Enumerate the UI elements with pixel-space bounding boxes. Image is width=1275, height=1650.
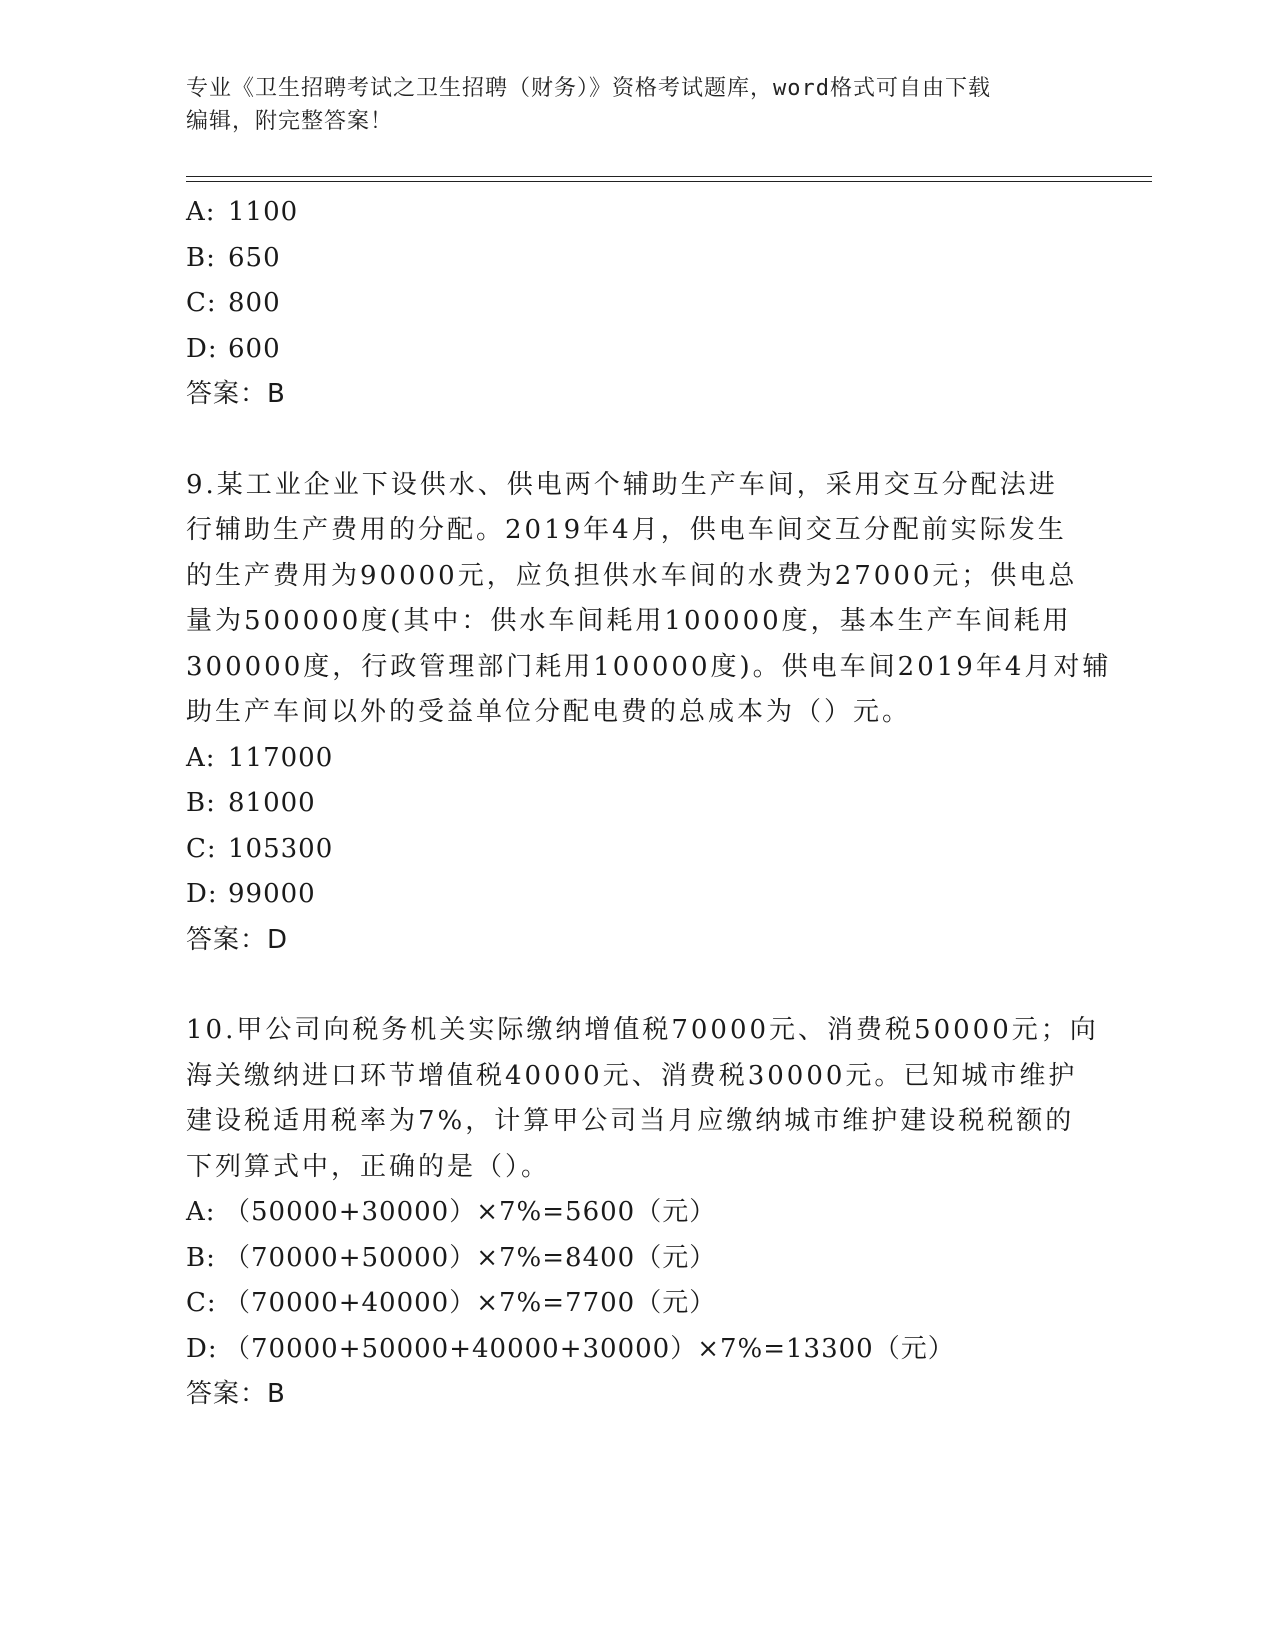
option-d <box>186 1327 1086 1373</box>
option-text: （70000+40000）×7%=7700（元） <box>224 1288 717 1318</box>
option-a <box>186 1190 1086 1236</box>
option-letter: B: <box>186 1242 216 1273</box>
option-b <box>186 236 1086 282</box>
option-letter: D: <box>186 333 218 364</box>
question-text-line: 10.甲公司向税务机关实际缴纳增值税70000元、消费税50000元；向 <box>186 1015 1099 1045</box>
question-text-line: 助生产车间以外的受益单位分配电费的总成本为（）元。 <box>186 697 912 727</box>
question-text-line: 下列算式中，正确的是（）。 <box>186 1151 551 1182</box>
option-c <box>186 1281 1086 1327</box>
document-header <box>186 72 1106 138</box>
answer-line: 答案：B <box>186 379 286 409</box>
question-text-line: 量为500000度(其中：供水车间耗用100000度，基本生产车间耗用 <box>186 606 1072 636</box>
option-text: 99000 <box>228 879 316 909</box>
question-text-line: 海关缴纳进口环节增值税40000元、消费税30000元。已知城市维护 <box>186 1060 1078 1091</box>
document-body <box>186 190 1112 1418</box>
option-text: 650 <box>228 242 281 273</box>
answer-line: 答案：D <box>186 924 289 955</box>
option-text: 117000 <box>228 742 334 773</box>
option-letter: D: <box>186 1333 218 1364</box>
spacer <box>186 418 1086 463</box>
option-c <box>186 281 1086 327</box>
question-8 <box>186 190 1086 418</box>
option-letter: C: <box>186 1288 217 1318</box>
option-b <box>186 1236 1086 1282</box>
question-text-line: 行辅助生产费用的分配。2019年4月，供电车间交互分配前实际发生 <box>186 515 1067 545</box>
option-d <box>186 872 1086 918</box>
option-text: （50000+30000）×7%=5600（元） <box>224 1197 717 1227</box>
header-rule-top <box>186 176 1152 177</box>
option-letter: B: <box>186 242 216 273</box>
option-text: 105300 <box>228 833 334 864</box>
question-text-line: 的生产费用为90000元，应负担供水车间的水费为27000元；供电总 <box>186 560 1078 591</box>
option-c <box>186 827 1086 873</box>
header-line-1: 专业《卫生招聘考试之卫生招聘（财务）》资格考试题库，word格式可自由下载 <box>186 76 991 101</box>
option-d <box>186 327 1086 373</box>
option-letter: A: <box>186 742 216 773</box>
question-9 <box>186 463 1112 964</box>
option-text: 600 <box>228 333 281 364</box>
question-text-line: 9.某工业企业下设供水、供电两个辅助生产车间，采用交互分配法进 <box>186 469 1058 500</box>
question-text-line: 300000度，行政管理部门耗用100000度)。供电车间2019年4月对辅 <box>186 651 1112 682</box>
answer-line: 答案：B <box>186 1379 286 1409</box>
option-text: 81000 <box>228 788 316 818</box>
option-letter: C: <box>186 288 217 318</box>
option-letter: A: <box>186 1197 216 1227</box>
option-text: （70000+50000+40000+30000）×7%=13300（元） <box>224 1333 955 1364</box>
option-text: 800 <box>228 288 281 318</box>
option-b <box>186 781 1086 827</box>
option-letter: C: <box>186 833 217 864</box>
option-letter: A: <box>186 197 216 227</box>
option-text: （70000+50000）×7%=8400（元） <box>224 1242 717 1273</box>
option-text: 1100 <box>228 197 299 227</box>
header-line-2: 编辑，附完整答案！ <box>186 109 394 134</box>
question-text-line: 建设税适用税率为7%，计算甲公司当月应缴纳城市维护建设税税额的 <box>186 1106 1075 1136</box>
spacer <box>186 963 1086 1008</box>
option-a <box>186 190 1086 236</box>
option-letter: D: <box>186 879 218 909</box>
option-letter: B: <box>186 788 216 818</box>
option-a <box>186 736 1086 782</box>
question-10 <box>186 1008 1099 1418</box>
header-rule-bottom <box>186 181 1152 182</box>
